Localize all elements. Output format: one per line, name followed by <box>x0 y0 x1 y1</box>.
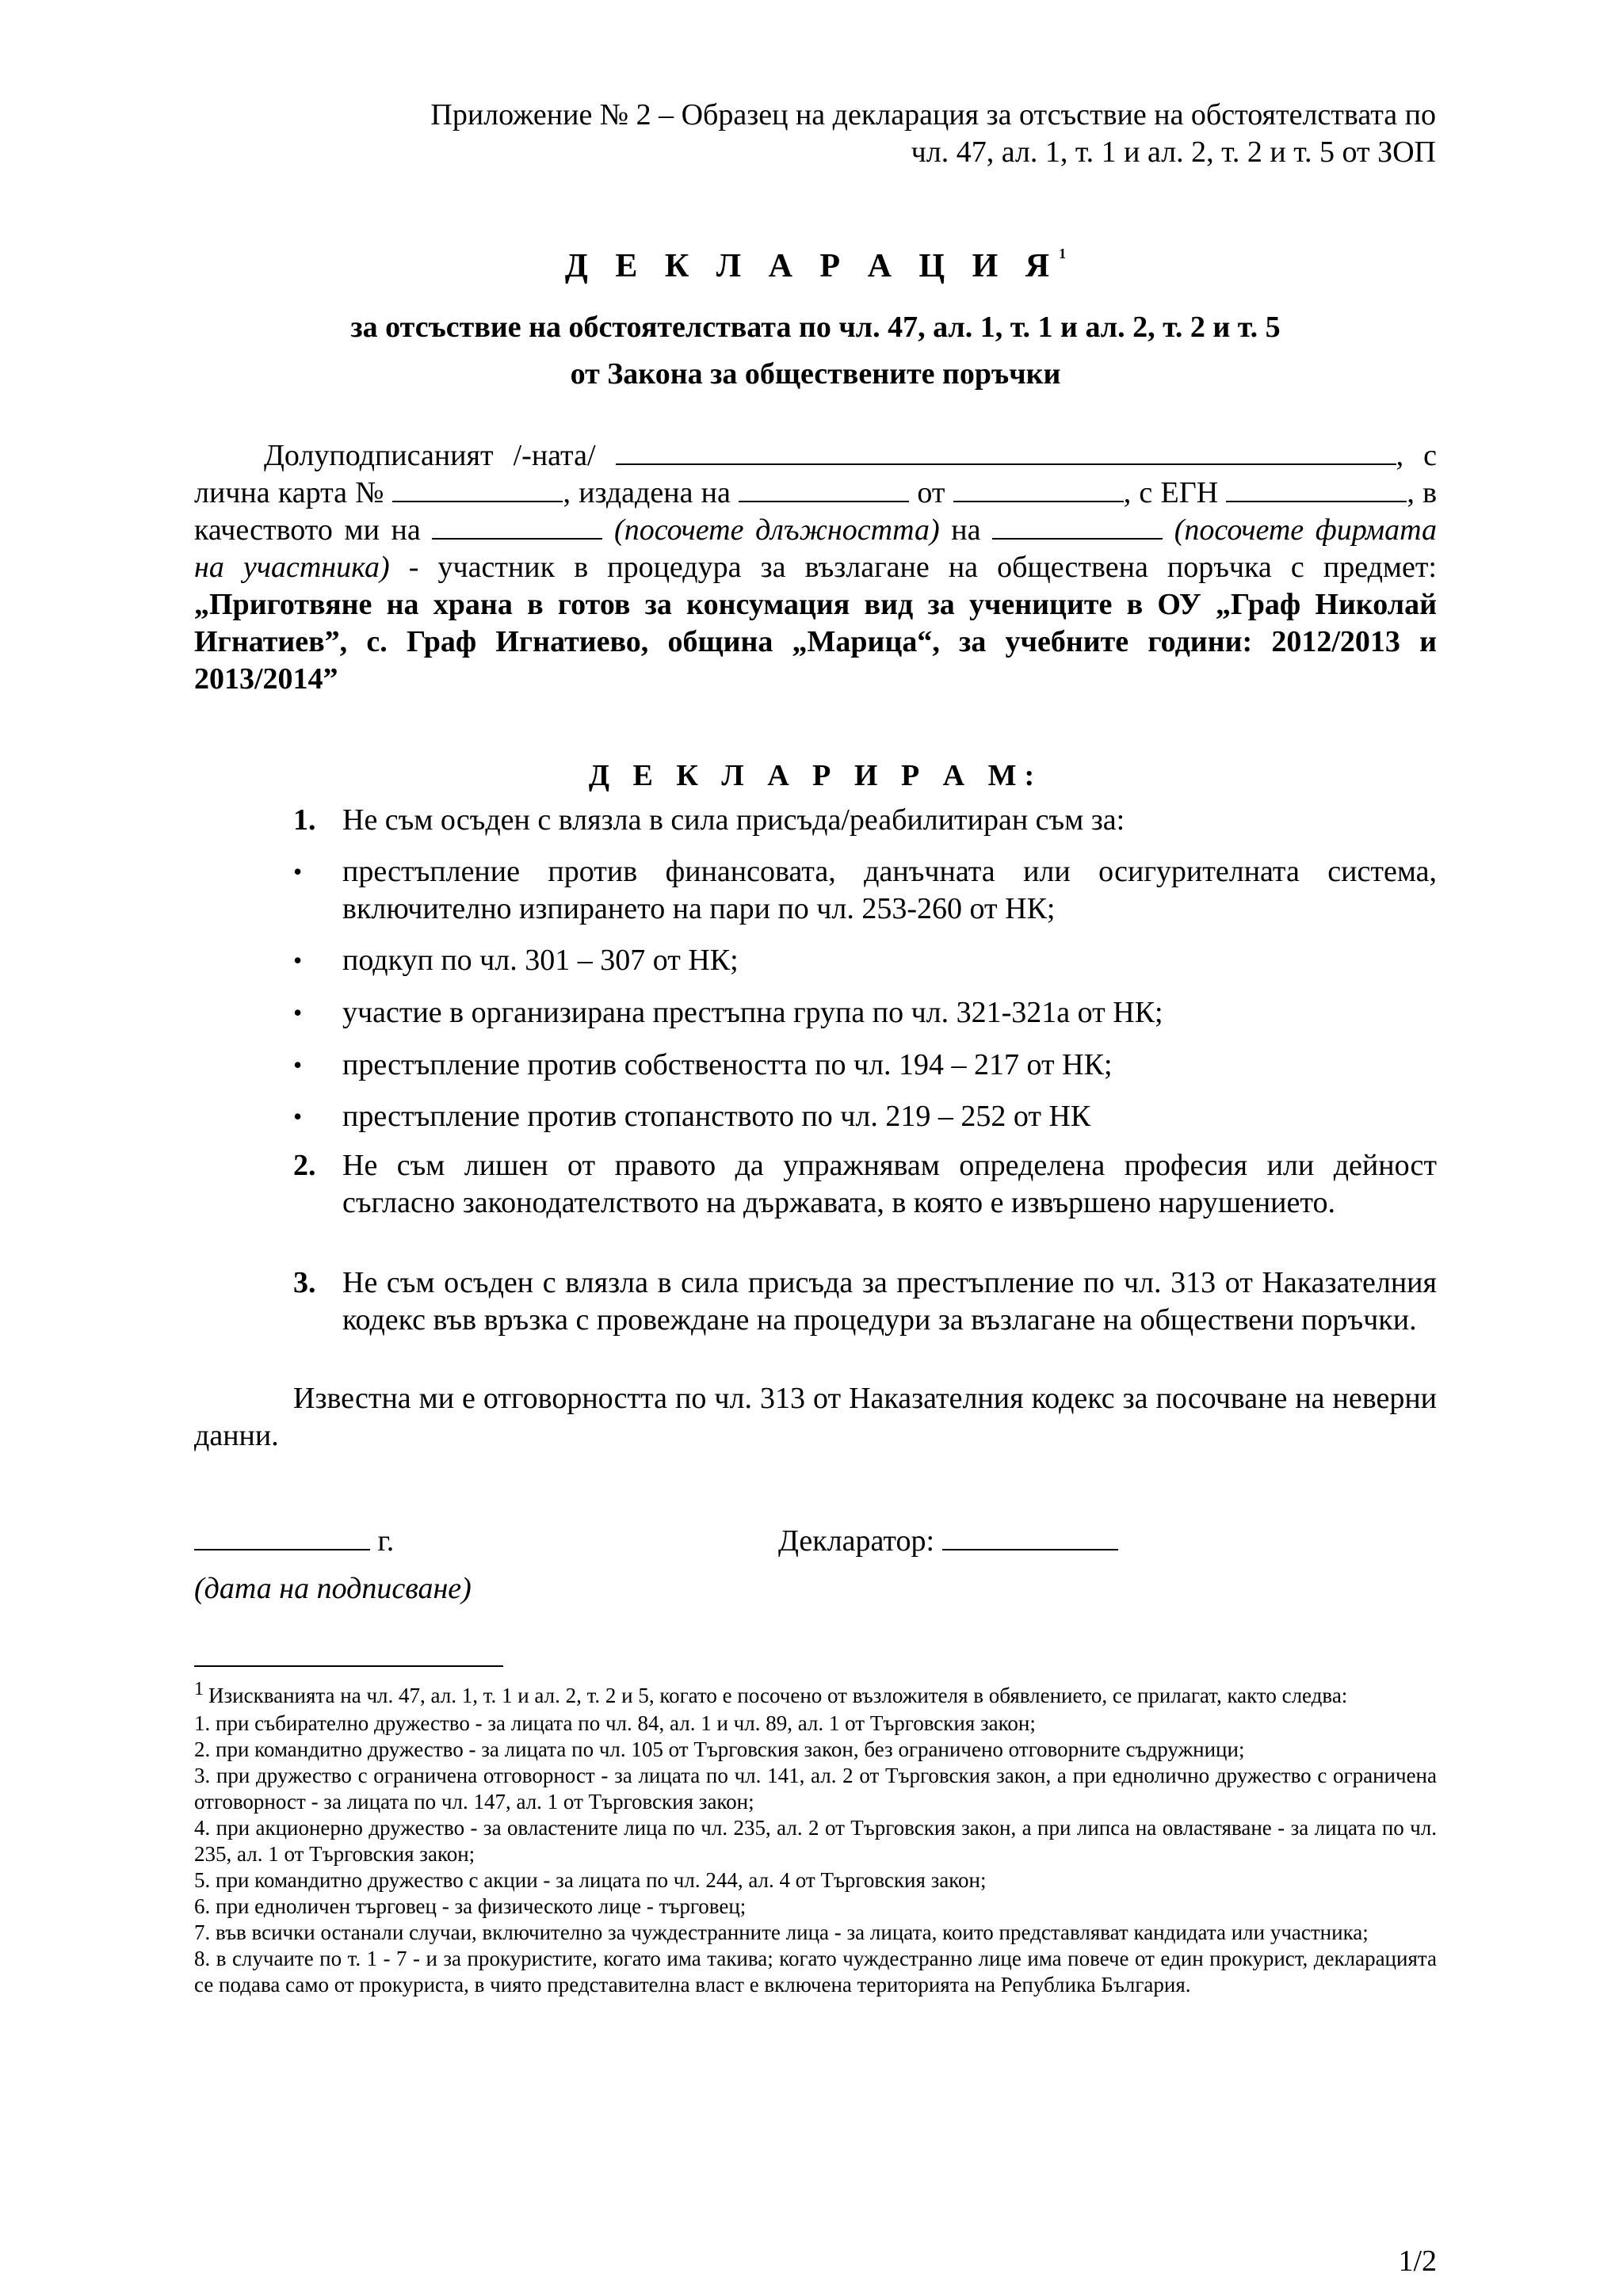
declarant-signature-blank <box>942 1523 1118 1550</box>
bullet-icon: • <box>293 857 303 886</box>
bullet-icon: • <box>293 998 303 1027</box>
egn-blank <box>1226 475 1407 502</box>
bullet-icon: • <box>293 1102 303 1131</box>
declaration-subtitle <box>194 304 1437 398</box>
egn-label: , с ЕГН <box>1123 476 1219 509</box>
procurement-subject: „Приготвяне на храна в готов за консумация вид за учениците в ОУ „Граф Николай Игнатиев”, с. Граф Игнатиево, община „Марица“, за учебните години: 2012/2013 и 2013/2014” <box>194 588 1437 696</box>
bullet-text-1: престъпление против финансовата, данъчната или осигурителната система, включително изпирането на пари по чл. 253-260 от НК; <box>342 855 1437 925</box>
issue-date-blank <box>739 475 909 502</box>
signatory-name-blank <box>616 437 1396 465</box>
company-hint: (посочете фирмата на участника) <box>194 513 1438 584</box>
declaration-title-text: Д Е К Л А Р А Ц И Я <box>564 248 1060 284</box>
bullet-item-2 <box>293 942 1437 979</box>
footnote-line-7: 7. във всички останали случаи, включително за чуждестранните лица - за лицата, които представляват кандидата или участника; <box>194 1920 1369 1944</box>
item-1-text: Не съм осъден с влязла в сила присъда/реабилитиран съм за: <box>342 803 1125 837</box>
position-hint: (посочете длъжността) <box>614 513 940 547</box>
bullet-text-4: престъпление против собствеността по чл. 194 – 217 от НК; <box>342 1048 1113 1081</box>
participant-text: - участник в процедура за възлагане на обществена поръчка с предмет: <box>389 551 1437 584</box>
of-label: на <box>951 513 981 547</box>
footnote-line-6: 6. при едноличен търговец - за физическото лице - търговец; <box>194 1894 747 1918</box>
declaration-title <box>194 247 1437 285</box>
subtitle-line-1: за отсъствие на обстоятелствата по чл. 47, ал. 1, т. 1 и ал. 2, т. 2 и т. 5 <box>350 311 1281 344</box>
declaration-item-1 <box>293 802 1437 839</box>
capacity-label: , в качеството ми на <box>194 476 1438 547</box>
annex-header <box>317 97 1436 171</box>
footnote-line-3: 3. при дружество с ограничена отговорност - за лицата по чл. 141, ал. 2 от Търговския закон, а при еднолично дружество с ограничена отговорност - за лицата по чл. 147, ал. 1 от Търговския закон; <box>194 1764 1437 1814</box>
company-blank <box>992 512 1163 540</box>
page-number: 1/2 <box>1398 2245 1437 2278</box>
subtitle-line-2: от Закона за обществените поръчки <box>570 357 1061 391</box>
signatory-label: Долуподписаният /-ната/ <box>264 439 596 472</box>
id-card-number-blank <box>392 475 563 502</box>
issued-label: , издадена на <box>563 476 731 509</box>
declarant-line <box>778 1523 1118 1558</box>
footnote-reference: 1 <box>1059 246 1067 261</box>
intro-paragraph <box>194 437 1437 698</box>
item-1-number: 1. <box>293 803 316 837</box>
declaration-item-3 <box>293 1264 1437 1339</box>
bullet-icon: • <box>293 946 303 974</box>
annex-header-line-1: Приложение № 2 – Образец на декларация за отсъствие на обстоятелствата по <box>430 98 1436 132</box>
date-line <box>194 1523 394 1558</box>
issued-by-label: от <box>917 476 945 509</box>
position-blank <box>432 512 602 540</box>
bullet-text-5: престъпление против стопанството по чл. 219 – 252 от НК <box>342 1100 1091 1133</box>
footnote-line-1: 1. при събирателно дружество - за лицата по чл. 84, ал. 1 и чл. 89, ал. 1 от Търговския закон; <box>194 1711 1036 1735</box>
bullet-item-5 <box>293 1098 1437 1135</box>
footnotes <box>194 1679 1437 1998</box>
annex-header-line-2: чл. 47, ал. 1, т. 1 и ал. 2, т. 2 и т. 5 от ЗОП <box>911 135 1436 169</box>
issuer-blank <box>953 475 1124 502</box>
bullet-item-4 <box>293 1047 1437 1084</box>
item-3-number: 3. <box>293 1266 316 1299</box>
liability-statement: Известна ми е отговорността по чл. 313 от Наказателния кодекс за посочване на неверни данни. <box>194 1382 1437 1452</box>
footnote-line-5: 5. при командитно дружество с акции - за лицата по чл. 244, ал. 4 от Търговския закон; <box>194 1868 987 1892</box>
item-2-number: 2. <box>293 1149 316 1182</box>
footnote-separator <box>194 1665 503 1667</box>
item-2-text: Не съм лишен от правото да упражнявам определена професия или дейност съгласно законодателството на държавата, в която е извършено нарушението. <box>342 1149 1437 1219</box>
bullet-icon: • <box>293 1051 303 1079</box>
bullet-text-3: участие в организирана престъпна група по чл. 321-321а от НК; <box>342 996 1163 1029</box>
declare-heading: Д Е К Л А Р И Р А М: <box>588 759 1043 792</box>
comma: , <box>1396 439 1404 472</box>
declaration-item-2 <box>293 1147 1437 1222</box>
date-hint: (дата на подписване) <box>194 1572 472 1605</box>
footnote-line-2: 2. при командитно дружество - за лицата по чл. 105 от Търговския закон, без ограничено отговорните съдружници; <box>194 1737 1245 1761</box>
bullet-item-1 <box>293 853 1437 928</box>
date-blank <box>194 1523 370 1550</box>
bullet-item-3 <box>293 994 1437 1032</box>
year-suffix: г. <box>377 1524 395 1558</box>
id-card-label: с лична карта № <box>194 439 1438 509</box>
footnote-intro-text: Изискванията на чл. 47, ал. 1, т. 1 и ал. 2, т. 2 и 5, когато е посочено от възложителя в обявлението, се прилагат, както следва: <box>208 1684 1348 1707</box>
footnote-number: 1 <box>194 1679 204 1699</box>
bullet-text-2: подкуп по чл. 301 – 307 от НК; <box>342 944 739 977</box>
footnote-line-8: 8. в случаите по т. 1 - 7 - и за прокуристите, когато има такива; когато чуждестранно лице има повече от един прокурист, декларацията се подава само от прокуриста, в чиято представителна власт е включена територията на Република България. <box>194 1947 1437 1997</box>
footnote-intro <box>194 1679 1437 1711</box>
item-3-text: Не съм осъден с влязла в сила присъда за престъпление по чл. 313 от Наказателния кодекс във връзка с провеждане на процедури за възлагане на обществени поръчки. <box>342 1266 1437 1337</box>
declarant-label: Декларатор: <box>778 1524 935 1558</box>
footnote-line-4: 4. при акционерно дружество - за овластените лица по чл. 235, ал. 2 от Търговския закон, а при липса на овластяване - за лицата по чл. 235, ал. 1 от Търговския закон; <box>194 1816 1437 1866</box>
